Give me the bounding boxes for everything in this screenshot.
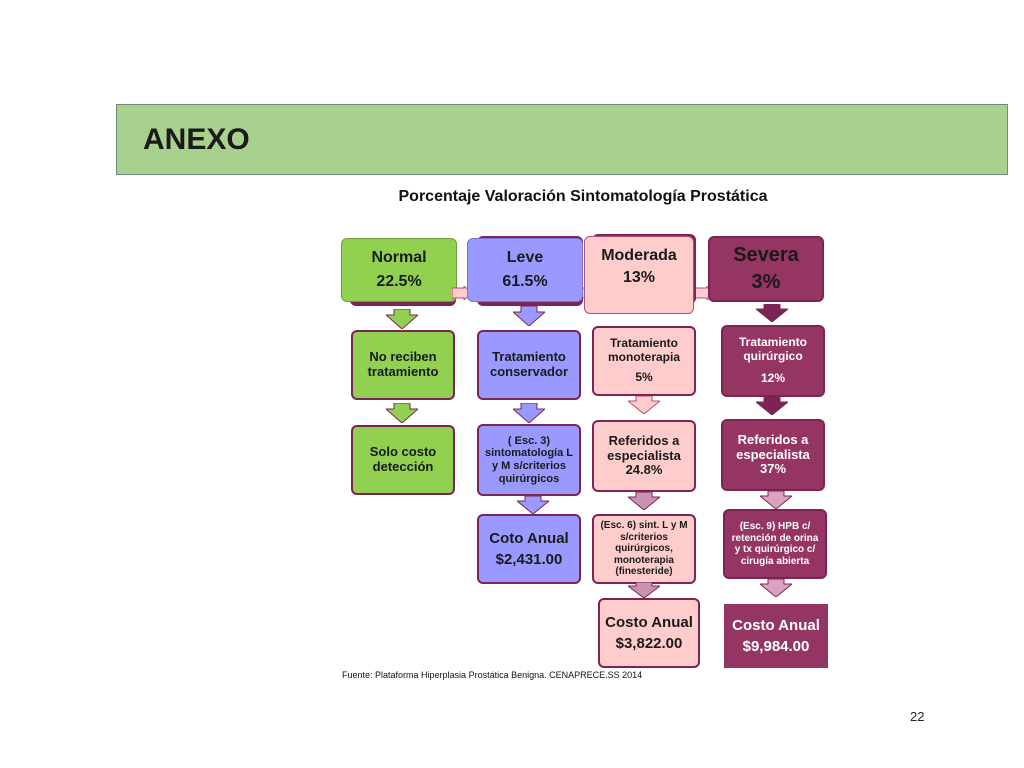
leve-cost-value: $2,431.00 (495, 551, 563, 568)
normal-step-1: No reciben tratamiento (351, 330, 455, 400)
severa-step-1 (721, 325, 825, 397)
severa-cost-label: Costo Anual (732, 616, 820, 634)
normal-arrow-2 (386, 403, 418, 423)
moderada-header (584, 236, 694, 314)
moderada-step-2: Referidos a especialista 24.8% (592, 420, 696, 492)
moderada-step-1 (592, 326, 696, 396)
moderada-arrow-3 (628, 492, 660, 510)
severa-arrow-1 (756, 304, 788, 322)
severa-step-1-title: Tratamiento quirúrgico (738, 335, 807, 364)
leve-arrow-3 (517, 496, 549, 514)
severa-arrow-3 (760, 491, 792, 509)
severa-arrow-4 (760, 579, 792, 597)
moderada-step-1-percent: 5% (635, 369, 653, 384)
banner-title: ANEXO (143, 123, 250, 156)
normal-percent: 22.5% (376, 273, 422, 290)
source-note: Fuente: Plataforma Hiperplasia Prostática Benigna. CENAPRECE.SS 2014 (342, 670, 643, 680)
moderada-cost-value: $3,822.00 (615, 635, 683, 652)
normal-category: Normal (371, 248, 427, 266)
leve-category: Leve (506, 248, 544, 266)
moderada-arrow-4 (628, 582, 660, 598)
normal-header (341, 238, 457, 302)
severa-header (708, 236, 824, 302)
leve-step-2: ( Esc. 3) sintomatología L y M s/criterios quirúrgicos (477, 424, 581, 496)
moderada-cost-box (598, 598, 700, 668)
leve-header (467, 238, 583, 302)
leve-percent: 61.5% (502, 273, 548, 290)
title-banner (116, 104, 1008, 175)
leve-cost-label: Coto Anual (489, 529, 569, 547)
diagram-title: Porcentaje Valoración Sintomatología Prostática (398, 188, 768, 205)
moderada-step-1-title: Tratamiento monoterapia (607, 336, 680, 365)
severa-percent: 3% (751, 271, 781, 293)
severa-step-1-percent: 12% (760, 370, 786, 385)
leve-cost-box (477, 514, 581, 584)
leve-step-1: Tratamiento conservador (477, 330, 581, 400)
severa-cost-value: $9,984.00 (742, 638, 810, 655)
page-number: 22 (910, 709, 925, 724)
moderada-percent: 13% (622, 269, 656, 287)
severa-step-3: (Esc. 9) HPB c/ retención de orina y tx quirúrgico c/ cirugía abierta (723, 509, 827, 579)
moderada-step-3: (Esc. 6) sint. L y M s/criterios quirúrgicos, monoterapia (finesteride) (592, 514, 696, 584)
normal-arrow-1 (386, 309, 418, 329)
severa-arrow-2 (756, 397, 788, 415)
moderada-category: Moderada (601, 247, 677, 264)
leve-arrow-2 (513, 403, 545, 423)
severa-step-2: Referidos a especialista 37% (721, 419, 825, 491)
moderada-cost-label: Costo Anual (605, 613, 693, 631)
severa-category: Severa (733, 244, 799, 266)
leve-arrow-1 (513, 306, 545, 326)
severa-cost-box (724, 604, 828, 668)
moderada-arrow-2 (628, 396, 660, 414)
normal-step-2: Solo costo detección (351, 425, 455, 495)
